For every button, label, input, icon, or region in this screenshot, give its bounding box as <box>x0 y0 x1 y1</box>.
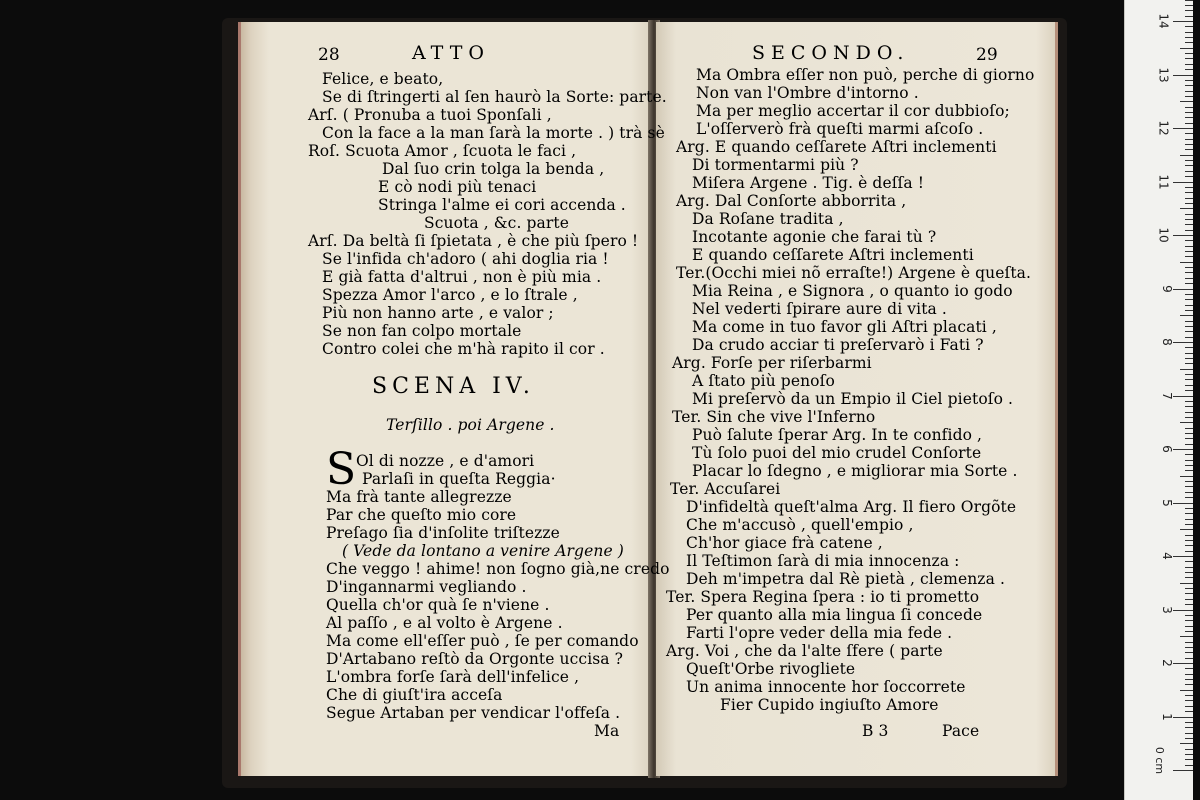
ruler-tick <box>1185 588 1193 589</box>
ruler-tick <box>1185 331 1193 332</box>
ruler-tick <box>1173 128 1193 129</box>
ruler-tick <box>1185 363 1193 364</box>
right-line: Deh m'impetra dal Rè pietà , clemenza . <box>686 570 1005 588</box>
right-line: D'infideltà queſt'alma Arg. Il fiero Orgõte <box>686 498 1017 516</box>
ruler-tick <box>1185 358 1193 359</box>
ruler-tick <box>1185 679 1193 680</box>
right-line: Arg. Forſe per riſerbarmi <box>672 354 872 372</box>
scene-line: Ma frà tante allegrezze <box>326 488 512 506</box>
ruler-tick <box>1180 48 1193 49</box>
ruler-tick <box>1185 224 1193 225</box>
ruler-tick <box>1185 0 1193 1</box>
right-line: L'oſſerverò frà queſti marmi aſcoſo . <box>696 120 984 138</box>
ruler-tick <box>1185 256 1193 257</box>
ruler-tick <box>1185 42 1193 43</box>
ruler-tick <box>1185 80 1193 81</box>
scene-line: Parlaſi in queſta Reggia· <box>362 470 556 488</box>
ruler-tick <box>1185 107 1193 108</box>
ruler-tick <box>1185 379 1193 380</box>
scene-line: Preſago ſia d'inſolite triſtezze <box>326 524 560 542</box>
right-line: Ma Ombra eſſer non può, perche di giorno <box>696 66 1035 84</box>
right-line: Ter. Spera Regina ſpera : io ti prometto <box>666 588 980 606</box>
ruler-tick <box>1185 187 1193 188</box>
ruler-tick <box>1185 10 1193 11</box>
ruler-tick <box>1180 315 1193 316</box>
ruler-tick <box>1185 32 1193 33</box>
ruler-tick <box>1180 369 1193 370</box>
ruler-tick <box>1185 695 1193 696</box>
measuring-ruler <box>1124 0 1193 800</box>
ruler-tick <box>1185 749 1193 750</box>
ruler-tick <box>1185 684 1193 685</box>
ruler-tick <box>1185 246 1193 247</box>
ruler-tick <box>1185 428 1193 429</box>
right-line: Ter. Accuſarei <box>670 480 781 498</box>
ruler-tick <box>1185 321 1193 322</box>
scene-line: Ma come ell'eſſer può , ſe per comando <box>326 632 639 650</box>
ruler-tick <box>1185 133 1193 134</box>
right-line: Miſera Argene . Tig. è deſſa ! <box>692 174 925 192</box>
ruler-tick <box>1185 492 1193 493</box>
signature-mark: B 3 <box>862 722 889 740</box>
ruler-tick <box>1185 722 1193 723</box>
right-line: E quando ceſſarete Aſtri inclementi <box>692 246 974 264</box>
ruler-number: 4 <box>1160 552 1175 560</box>
left-line: Roſ. Scuota Amor , ſcuota le faci , <box>308 142 577 160</box>
right-line: Arg. E quando ceſſarete Aſtri inclementi <box>676 138 997 156</box>
ruler-tick <box>1185 444 1193 445</box>
left-line: E cò nodi più tenaci <box>378 178 537 196</box>
left-line: Se di ſtringerti al ſen haurò la Sorte: parte. <box>322 88 667 106</box>
scene-line: Par che queſto mio core <box>326 506 517 524</box>
ruler-tick <box>1185 417 1193 418</box>
ruler-tick <box>1185 497 1193 498</box>
ruler-tick <box>1185 711 1193 712</box>
ruler-tick <box>1185 198 1193 199</box>
ruler-tick <box>1185 593 1193 594</box>
left-line: E già fatta d'altrui , non è più mia . <box>322 268 602 286</box>
ruler-tick <box>1185 438 1193 439</box>
ruler-tick <box>1185 759 1193 760</box>
ruler-tick <box>1185 305 1193 306</box>
ruler-tick <box>1185 620 1193 621</box>
ruler-tick <box>1173 717 1193 718</box>
scene-line: Ol di nozze , e d'amori <box>356 452 535 470</box>
scene-line: Che di giuſt'ira acceſa <box>326 686 503 704</box>
right-line: Che m'accusò , quell'empio , <box>686 516 914 534</box>
ruler-tick <box>1185 524 1193 525</box>
ruler-tick <box>1185 144 1193 145</box>
ruler-tick <box>1185 412 1193 413</box>
ruler-tick <box>1185 519 1193 520</box>
ruler-tick <box>1185 53 1193 54</box>
scene-line: Quella ch'or quà ſe n'viene . <box>326 596 550 614</box>
ruler-tick <box>1185 326 1193 327</box>
ruler-tick <box>1185 85 1193 86</box>
ruler-tick <box>1185 567 1193 568</box>
ruler-tick <box>1173 556 1193 557</box>
right-line: Non van l'Ombre d'intorno . <box>696 84 919 102</box>
ruler-tick <box>1185 272 1193 273</box>
ruler-tick <box>1185 117 1193 118</box>
left-page-number: 28 <box>318 45 340 65</box>
right-line: Un anima innocente hor ſoccorrete <box>686 678 966 696</box>
ruler-tick <box>1185 486 1193 487</box>
ruler-tick <box>1185 112 1193 113</box>
ruler-tick <box>1173 663 1193 664</box>
ruler-tick <box>1185 658 1193 659</box>
right-line: Ter.(Occhi miei nõ erraſte!) Argene è queſta. <box>676 264 1032 282</box>
ruler-tick <box>1173 182 1193 183</box>
ruler-tick <box>1185 551 1193 552</box>
ruler-tick <box>1185 230 1193 231</box>
ruler-tick <box>1185 310 1193 311</box>
ruler-tick <box>1185 406 1193 407</box>
ruler-tick <box>1185 631 1193 632</box>
ruler-tick <box>1173 75 1193 76</box>
right-line: Di tormentarmi più ? <box>692 156 859 174</box>
ruler-tick <box>1185 347 1193 348</box>
ruler-tick <box>1185 674 1193 675</box>
drop-cap: S <box>326 444 357 495</box>
right-line: Arg. Voi , che da l'alte ſfere ( parte <box>666 642 943 660</box>
ruler-tick <box>1185 91 1193 92</box>
ruler-tick <box>1185 733 1193 734</box>
ruler-tick <box>1185 540 1193 541</box>
ruler-tick <box>1180 101 1193 102</box>
ruler-tick <box>1185 278 1193 279</box>
ruler-tick <box>1185 219 1193 220</box>
ruler-tick <box>1173 289 1193 290</box>
right-page-number: 29 <box>976 45 998 65</box>
right-line: Farti l'opre veder della mia fede . <box>686 624 953 642</box>
ruler-tick <box>1185 700 1193 701</box>
ruler-tick <box>1185 454 1193 455</box>
ruler-tick <box>1173 449 1193 450</box>
stage-direction: ( Vede da lontano a venire Argene ) <box>342 542 624 560</box>
right-line: Incotante agonie che farai tù ? <box>692 228 937 246</box>
ruler-tick <box>1185 214 1193 215</box>
ruler-number: 9 <box>1160 284 1175 293</box>
ruler-tick <box>1185 508 1193 509</box>
ruler-tick <box>1185 433 1193 434</box>
ruler-tick <box>1185 754 1193 755</box>
ruler-tick <box>1185 123 1193 124</box>
ruler-tick <box>1185 481 1193 482</box>
ruler-tick <box>1185 642 1193 643</box>
right-line: Può ſalute ſperar Arg. In te confido , <box>692 426 983 444</box>
ruler-tick <box>1185 353 1193 354</box>
ruler-tick <box>1185 16 1193 17</box>
ruler-tick <box>1185 283 1193 284</box>
ruler-tick <box>1173 610 1193 611</box>
right-line: Ma come in tuo favor gli Aſtri placati , <box>692 318 997 336</box>
left-line: Dal ſuo crin tolga la benda , <box>382 160 605 178</box>
ruler-number: 10 <box>1156 227 1171 243</box>
left-catchword: Ma <box>594 722 620 740</box>
ruler-tick <box>1185 652 1193 653</box>
scene-line: Al paſſo , e al volto è Argene . <box>326 614 563 632</box>
ruler-tick <box>1180 155 1193 156</box>
ruler-tick <box>1180 262 1193 263</box>
ruler-tick <box>1185 545 1193 546</box>
right-line: Fier Cupido ingiuſto Amore <box>720 696 939 714</box>
right-line: Da crudo acciar ti preſervarò i Fati ? <box>692 336 984 354</box>
ruler-tick <box>1185 470 1193 471</box>
ruler-number: 6 <box>1160 445 1175 453</box>
ruler-tick <box>1185 96 1193 97</box>
ruler-tick <box>1185 385 1193 386</box>
ruler-number: 3 <box>1160 605 1175 614</box>
ruler-tick <box>1180 208 1193 209</box>
left-running-head: ATTO <box>412 42 490 64</box>
left-line: Arſ. ( Pronuba a tuoi Sponſali , <box>308 106 552 124</box>
left-line: Con la face a la man ſarà la morte . ) trà sè <box>322 124 665 142</box>
ruler-number: 14 <box>1156 13 1171 29</box>
ruler-tick <box>1185 299 1193 300</box>
ruler-tick <box>1185 192 1193 193</box>
ruler-tick <box>1180 422 1193 423</box>
ruler-tick <box>1173 396 1193 397</box>
ruler-unit-label: 0 cm <box>1152 746 1166 775</box>
right-running-head: SECONDO. <box>752 42 910 64</box>
ruler-tick <box>1173 21 1193 22</box>
right-line: Placar lo ſdegno , e migliorar mia Sorte . <box>692 462 1018 480</box>
ruler-tick <box>1185 561 1193 562</box>
ruler-tick <box>1180 690 1193 691</box>
right-line: A ſtato più penoſo <box>692 372 835 390</box>
right-line: Tù ſolo puoi del mio crudel Conſorte <box>692 444 982 462</box>
left-line: Se non fan colpo mortale <box>322 322 522 340</box>
ruler-tick <box>1185 706 1193 707</box>
ruler-tick <box>1185 727 1193 728</box>
ruler-tick <box>1185 626 1193 627</box>
ruler-tick <box>1185 139 1193 140</box>
ruler-tick <box>1185 165 1193 166</box>
left-line: Se l'infida ch'adoro ( ahi doglia ria ! <box>322 250 609 268</box>
ruler-number: 7 <box>1160 391 1175 400</box>
ruler-number: 2 <box>1160 659 1175 667</box>
ruler-tick <box>1173 235 1193 236</box>
ruler-tick <box>1173 342 1193 343</box>
ruler-tick <box>1185 615 1193 616</box>
ruler-tick <box>1185 203 1193 204</box>
ruler-tick <box>1185 176 1193 177</box>
ruler-tick <box>1185 37 1193 38</box>
scene-title: SCENA IV. <box>372 374 535 399</box>
scene-characters: Terſillo . poi Argene . <box>386 416 555 434</box>
ruler-tick <box>1185 160 1193 161</box>
ruler-tick <box>1180 743 1193 744</box>
right-line: Ter. Sin che vive l'Inferno <box>672 408 876 426</box>
left-line: Più non hanno arte , e valor ; <box>322 304 554 322</box>
right-line: Nel vederti ſpirare aure di vita . <box>692 300 947 318</box>
ruler-tick <box>1185 572 1193 573</box>
right-line: Mia Reina , e Signora , o quanto io godo <box>692 282 1013 300</box>
ruler-tick <box>1185 460 1193 461</box>
ruler-number: 8 <box>1160 338 1175 346</box>
ruler-tick <box>1185 513 1193 514</box>
ruler-tick <box>1185 251 1193 252</box>
ruler-number: 12 <box>1156 120 1171 136</box>
left-line: Contro colei che m'hà rapito il cor . <box>322 340 605 358</box>
ruler-tick <box>1173 503 1193 504</box>
ruler-tick <box>1180 636 1193 637</box>
ruler-tick <box>1185 26 1193 27</box>
ruler-tick <box>1185 171 1193 172</box>
ruler-tick <box>1185 599 1193 600</box>
scene-line: D'ingannarmi vegliando . <box>326 578 527 596</box>
left-line: Spezza Amor l'arco , e lo ſtrale , <box>322 286 578 304</box>
ruler-tick <box>1180 529 1193 530</box>
ruler-tick <box>1180 583 1193 584</box>
ruler-tick <box>1185 374 1193 375</box>
right-line: Ma per meglio accertar il cor dubbioſo; <box>696 102 1010 120</box>
right-catchword: Pace <box>942 722 980 740</box>
ruler-tick <box>1185 267 1193 268</box>
right-line: Il Teſtimon ſarà di mia innocenza : <box>686 552 960 570</box>
ruler-tick <box>1185 240 1193 241</box>
scene-line: Segue Artaban per vendicar l'offeſa . <box>326 704 621 722</box>
ruler-tick <box>1185 604 1193 605</box>
ruler-tick <box>1185 5 1193 6</box>
ruler-tick <box>1173 770 1193 771</box>
ruler-tick <box>1185 577 1193 578</box>
ruler-tick <box>1185 149 1193 150</box>
right-line: Per quanto alla mia lingua ſi concede <box>686 606 983 624</box>
right-line: Mi preſervò da un Empio il Ciel pietoſo . <box>692 390 1014 408</box>
right-line: Ch'hor giace frà catene , <box>686 534 883 552</box>
ruler-tick <box>1185 465 1193 466</box>
left-line: Felice, e beato, <box>322 70 444 88</box>
scene-line: Che veggo ! ahime! non ſogno già,ne credo <box>326 560 670 578</box>
left-line: Arſ. Da beltà ſi ſpietata , è che più ſpero ! <box>308 232 639 250</box>
ruler-tick <box>1185 647 1193 648</box>
right-line: Arg. Dal Conſorte abborrita , <box>676 192 907 210</box>
ruler-tick <box>1185 69 1193 70</box>
left-line: Stringa l'alme ei cori accenda . <box>378 196 626 214</box>
ruler-tick <box>1180 476 1193 477</box>
ruler-tick <box>1185 401 1193 402</box>
right-line: Da Roſane tradita , <box>692 210 844 228</box>
ruler-number: 11 <box>1156 173 1171 190</box>
ruler-number: 5 <box>1160 498 1175 507</box>
ruler-number: 1 <box>1160 712 1175 721</box>
ruler-tick <box>1185 668 1193 669</box>
ruler-number: 13 <box>1156 66 1171 83</box>
left-line: Scuota , &c. parte <box>424 214 569 232</box>
ruler-tick <box>1185 64 1193 65</box>
ruler-tick <box>1185 337 1193 338</box>
ruler-tick <box>1185 535 1193 536</box>
ruler-tick <box>1185 765 1193 766</box>
ruler-tick <box>1185 738 1193 739</box>
ruler-tick <box>1185 294 1193 295</box>
scene-line: D'Artabano reſtò da Orgonte uccisa ? <box>326 650 624 668</box>
ruler-tick <box>1185 58 1193 59</box>
right-line: Queſt'Orbe rivogliete <box>686 660 856 678</box>
ruler-tick <box>1185 390 1193 391</box>
scene-line: L'ombra forſe ſarà dell'infelice , <box>326 668 580 686</box>
